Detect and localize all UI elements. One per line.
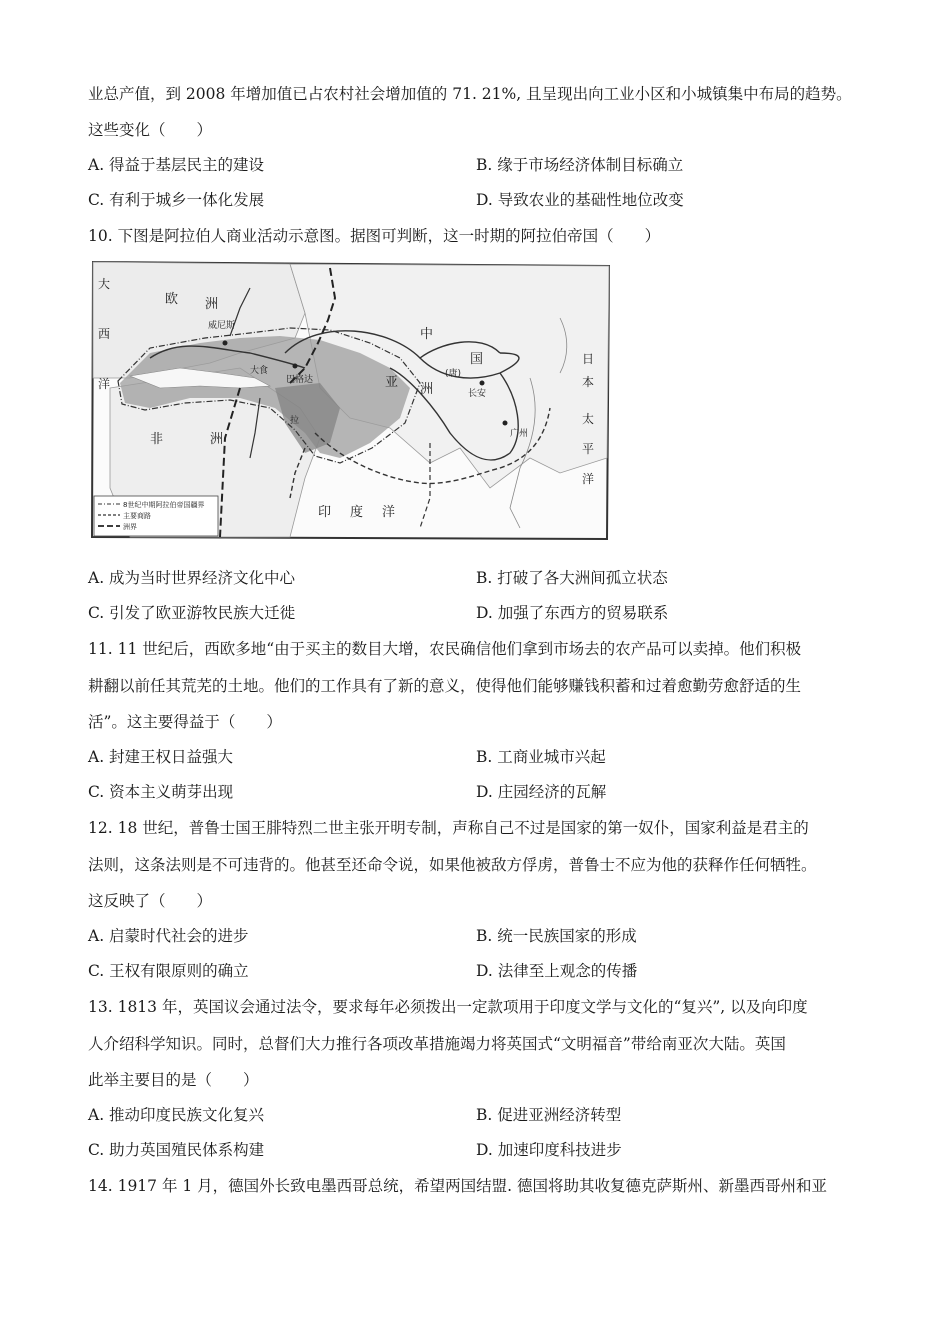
map-label-ri: 日 [582,352,595,366]
q13-option-d: D. 加速印度科技进步 [476,1141,622,1159]
map-label-changan: 长安 [468,389,487,399]
q12-stem-line3: 这反映了（ ） [88,892,213,910]
q11-stem-line2: 耕翻以前任其荒芜的土地。他们的工作具有了新的意义，使得他们能够赚钱积蓄和过着愈勤劳愈舒适的生 [88,677,802,695]
q10-option-c: C. 引发了欧亚游牧民族大迁徙 [88,604,296,622]
q11-option-b: B. 工商业城市兴起 [476,748,606,766]
q12-option-d: D. 法律至上观念的传播 [476,962,638,980]
q9-option-b: B. 缘于市场经济体制目标确立 [476,156,684,174]
map-label-baghdad: 巴格达 [286,375,314,385]
city-venice-dot [223,341,228,346]
q9-stem-line2: 这些变化（ ） [88,121,213,139]
map-label-ping: 平 [582,442,595,456]
map-label-dashi: 大食 [250,366,269,376]
map-label-tang: (唐) [445,369,462,379]
q13-stem-line2: 人介绍科学知识。同时，总督们大力推行各项改革措施竭力将英国式“文明福音”带给南亚次大陆。英国 [88,1035,786,1053]
arab-trade-map-svg [90,258,612,542]
map-label-yang3: 洋 [582,472,595,486]
map-label-zhou2: 洲 [420,382,434,397]
legend-label-empire-border: 8世纪中期阿拉伯帝国疆界 [123,501,205,509]
q13-stem-line3: 此举主要目的是（ ） [88,1071,259,1089]
q10-option-a: A. 成为当时世界经济文化中心 [88,569,296,587]
map-label-fei: 非 [150,432,164,447]
city-guangzhou-dot [503,421,508,426]
q13-option-b: B. 促进亚洲经济转型 [476,1106,622,1124]
map-label-la: 拉 [290,416,300,426]
map-label-xi: 西 [98,327,111,341]
q11-option-d: D. 庄园经济的瓦解 [476,783,607,801]
map-label-yang: 洋 [98,377,111,391]
legend-label-trade-route: 主要商路 [123,512,151,520]
q10-option-d: D. 加强了东西方的贸易联系 [476,604,669,622]
map-label-du: 度 [350,505,364,520]
city-changan-dot [480,381,485,386]
city-baghdad-dot [293,364,298,369]
map-label-guo: 国 [470,352,484,367]
q11-stem-line3: 活”。这主要得益于（ ） [88,713,282,731]
q12-option-a: A. 启蒙时代社会的进步 [88,927,249,945]
map-label-guangzhou: 广州 [510,429,529,439]
map-label-da: 大 [98,277,111,291]
q13-option-c: C. 助力英国殖民体系构建 [88,1141,265,1159]
q11-stem-line1: 11. 11 世纪后，西欧多地“由于买主的数目大增，农民确信他们拿到市场去的农产品可以卖掉。他们积极 [88,640,802,658]
q12-option-b: B. 统一民族国家的形成 [476,927,637,945]
q9-option-c: C. 有利于城乡一体化发展 [88,191,265,209]
q12-option-c: C. 王权有限原则的确立 [88,962,249,980]
map-label-tai: 太 [582,412,595,426]
map-label-ou: 欧 [165,292,179,307]
q12-stem-line2: 法则，这条法则是不可违背的。他甚至还命令说，如果他被敌方俘虏，普鲁士不应为他的获释作任何牺牲。 [88,856,817,874]
q11-option-c: C. 资本主义萌芽出现 [88,783,234,801]
q10-stem: 10. 下图是阿拉伯人商业活动示意图。据图可判断，这一时期的阿拉伯帝国（ ） [88,227,661,245]
map-label-zhou3: 洲 [210,432,224,447]
q13-stem-line1: 13. 1813 年，英国议会通过法令，要求每年必须拨出一定款项用于印度文学与文化的“复兴”, 以及向印度 [88,998,808,1016]
map-label-zhong: 中 [420,327,434,342]
q10-option-b: B. 打破了各大洲间孤立状态 [476,569,668,587]
map-label-zhou1: 洲 [205,297,219,312]
q9-option-a: A. 得益于基层民主的建设 [88,156,265,174]
q11-option-a: A. 封建王权日益强大 [88,748,234,766]
legend-label-continent-line: 洲界 [123,523,137,531]
q12-stem-line1: 12. 18 世纪，普鲁士国王腓特烈二世主张开明专制，声称自己不过是国家的第一奴仆，国家利益是君主的 [88,819,809,837]
map-label-yin: 印 [318,505,332,520]
map-label-ben: 本 [582,375,595,389]
arab-trade-map [90,258,612,542]
map-label-venice: 威尼斯 [208,321,236,331]
q9-stem-line1: 业总产值，到 2008 年增加值已占农村社会增加值的 71. 21%, 且呈现出向工业小区和小城镇集中布局的趋势。 [88,85,852,103]
q13-option-a: A. 推动印度民族文化复兴 [88,1106,265,1124]
q9-option-d: D. 导致农业的基础性地位改变 [476,191,684,209]
q14-stem-line1: 14. 1917 年 1 月，德国外长致电墨西哥总统，希望两国结盟. 德国将助其收复德克萨斯州、新墨西哥州和亚 [88,1177,828,1195]
map-label-yang2: 洋 [382,505,396,520]
map-label-ya: 亚 [385,375,399,390]
